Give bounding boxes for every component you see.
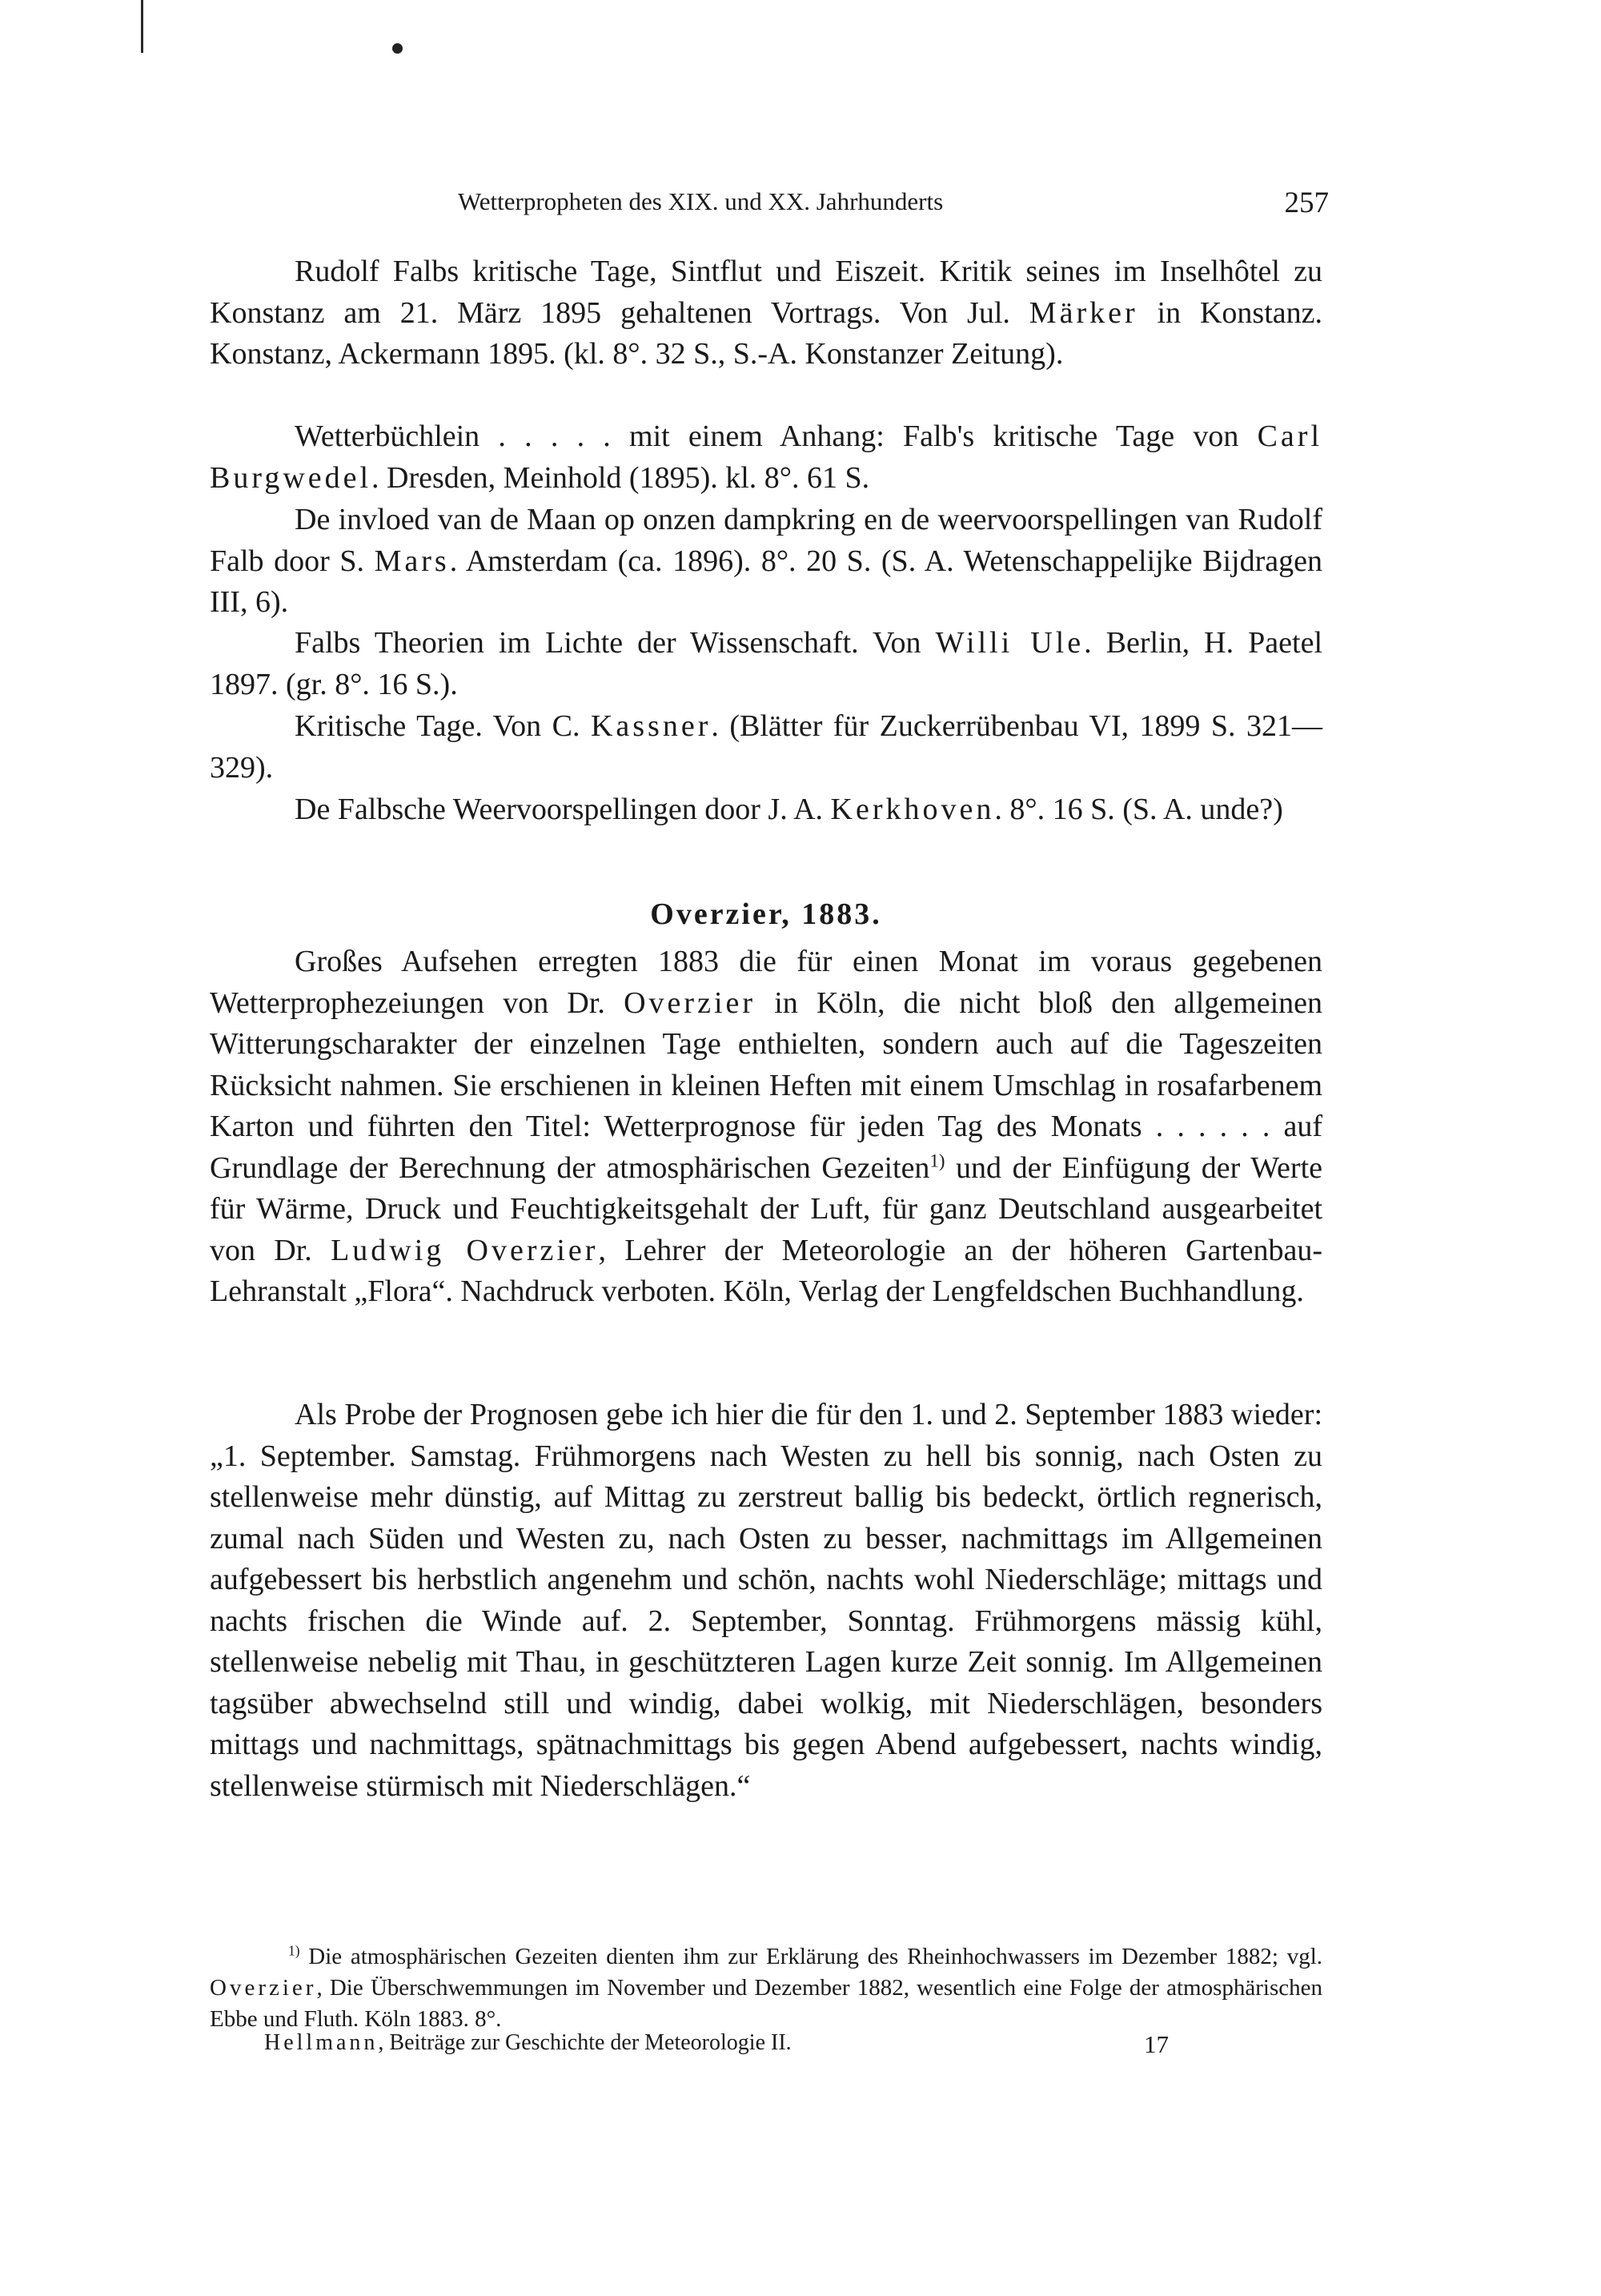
signature-mark: 17 — [1144, 2030, 1169, 2058]
page-footer — [264, 2030, 1169, 2056]
footnote-marker: 1) — [288, 1942, 300, 1959]
bib-entry: Falbs Theorien im Lichte der Wissenschaft. Von Willi Ule. Berlin, H. Paetel 1897. (gr. 8°. 16 S.). — [210, 626, 1323, 701]
bib-entry: De invloed van de Maan op onzen dampkring en de weervoorspellingen van Rudolf Falb door S. Mars. Amsterdam (ca. 1896). 8°. 20 S. (S. A. Wetenschappelijke Bijdragen III, 6). — [210, 503, 1322, 619]
author-name: Carl Burgwedel — [210, 419, 1323, 495]
section-heading: Overzier, 1883. — [650, 897, 882, 931]
author-name: Willi Ule — [935, 626, 1085, 660]
scan-edge-line — [141, 0, 143, 53]
body-paragraph: Großes Aufsehen erregten 1883 die für einen Monat im voraus gegebenen Wetterprophezeiungen von Dr. Overzier in Köln, die nicht bloß den allgemeinen Witterungscharakter der einzelnen Tage enthielten, sondern auch auf die Tageszeiten Rücksicht nahmen. Sie erschienen in kleinen Heften mit einem Umschlag in rosafarbenem Karton und führten den Titel: Wetterprognose für jeden Tag des Monats . . . . . . auf Grundlage der Berechnung der atmosphärischen Gezeiten$^{1)}$ und der Einfügung der Werte für Wärme, Druck und Feuchtigkeitsgehalt der Luft, für ganz Deutschland ausgearbeitet von Dr. Ludwig Overzier, Lehrer der Meteorologie an der höheren Gartenbau-Lehranstalt „Flora“. Nachdruck verboten. Köln, Verlag der Lengfeldschen Buchhandlung. — [210, 945, 1323, 1308]
page-header — [210, 181, 1346, 229]
running-head: Wetterpropheten des XIX. und XX. Jahrhunderts — [458, 187, 944, 215]
author-name: Kassner — [590, 709, 712, 743]
bib-entry: Wetterbüchlein . . . . . mit einem Anhang: Falb's kritische Tage von Carl Burgwedel. Dresden, Meinhold (1895). kl. 8°. 61 S. — [210, 419, 1323, 495]
scan-speck — [392, 43, 403, 54]
author-name: Kerkhoven — [830, 793, 995, 826]
page-number: 257 — [1284, 187, 1329, 219]
footer-title: , Beiträge zur Geschichte der Meteorologie II. — [378, 2030, 792, 2055]
author-name: Märker — [1029, 295, 1138, 330]
author-name: Mars — [374, 544, 450, 578]
footer-author: Hellmann — [264, 2030, 379, 2055]
bib-entry: De Falbsche Weervoorspellingen door J. A. Kerkhoven. 8°. 16 S. (S. A. unde?) — [295, 793, 1283, 826]
author-name: Overzier — [210, 1975, 317, 2001]
body-paragraph: Als Probe der Prognosen gebe ich hier die für den 1. und 2. September 1883 wieder: „1. September. Samstag. Frühmorgens nach Westen zu hell bis sonnig, nach Osten zu stellenweise mehr dünstig, auf Mittag zu zerstreut ballig bis bedeckt, örtlich regnerisch, zumal nach Süden und Westen zu, nach Osten zu besser, nachmittags im Allgemeinen aufgebessert bis herbstlich angenehm und schön, nachts wohl Niederschläge; mittags und nachts frischen die Winde auf. 2. September, Sonntag. Frühmorgens mässig kühl, stellenweise nebelig mit Thau, in geschützteren Lagen kurze Zeit sonnig. Im Allgemeinen tagsüber abwechselnd still und windig, dabei wolkig, mit Niederschlägen, besonders mittags und nachmittags, spätnachmittags bis gegen Abend aufgebessert, nachts windig, stellenweise stürmisch mit Niederschlägen.“ — [210, 1398, 1322, 1803]
person-name: Overzier — [624, 985, 756, 1020]
footnote: $^{1)}$ Die atmosphärischen Gezeiten dienten ihm zur Erklärung des Rheinhochwassers im Dezember 1882; vgl. Overzier, Die Überschwemmungen im November und Dezember 1882, wesentlich eine Folge der atmosphärischen Ebbe und Fluth. Köln 1883. 8°. — [210, 1942, 1323, 2032]
bib-entry: Rudolf Falbs kritische Tage, Sintflut und Eiszeit. Kritik seines im Inselhôtel zu Konstanz am 21. März 1895 gehaltenen Vortrags. Von Jul. Märker in Konstanz. Konstanz, Ackermann 1895. (kl. 8°. 32 S., S.-A. Konstanzer Zeitung). — [210, 255, 1322, 371]
person-name: Ludwig Overzier — [331, 1233, 599, 1267]
footnote-ref: 1) — [929, 1150, 945, 1170]
bib-entry: Kritische Tage. Von C. Kassner. (Blätter für Zuckerrübenbau VI, 1899 S. 321—329). — [210, 709, 1322, 785]
